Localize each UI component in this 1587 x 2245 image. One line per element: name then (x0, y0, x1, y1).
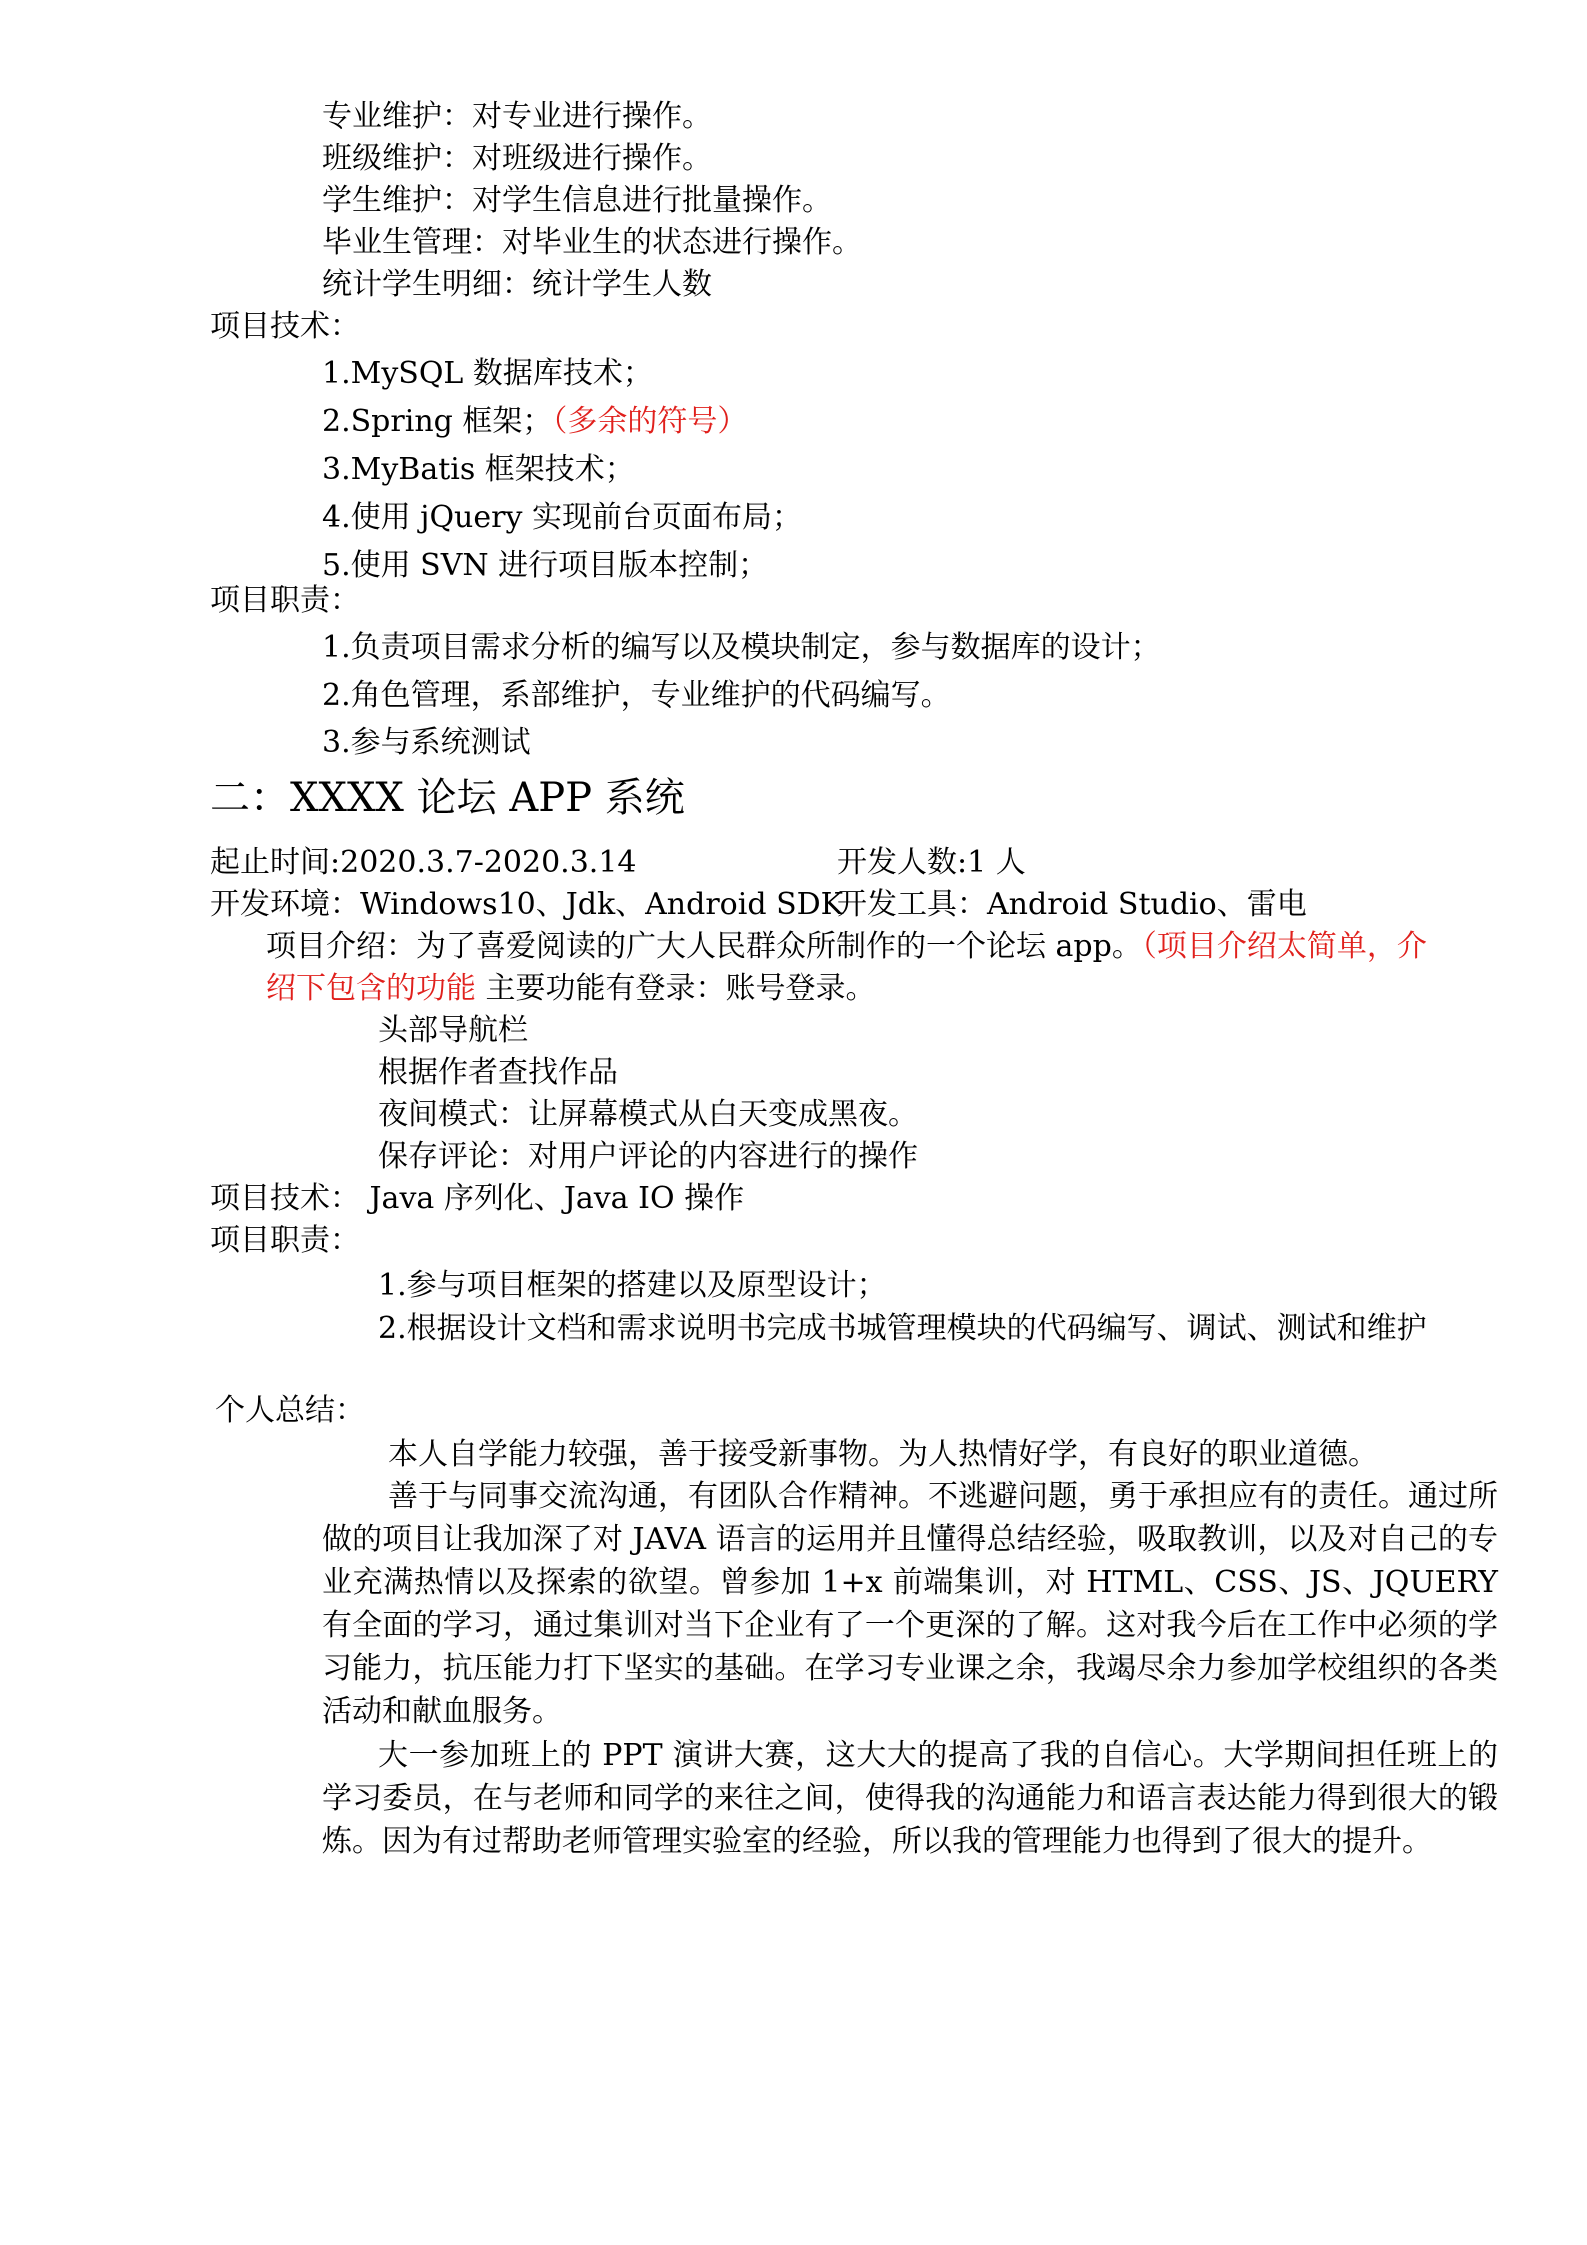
project-env: 开发环境：Windows10、Jdk、Android SDK (210, 887, 844, 922)
project-time: 起止时间:2020.3.7-2020.3.14 (210, 845, 637, 880)
feature-item: 保存评论：对用户评论的内容进行的操作 (378, 1139, 918, 1174)
project-tool: 开发工具：Android Studio、雷电 (837, 887, 1307, 922)
tech-item (322, 401, 747, 443)
module-line: 学生维护：对学生信息进行批量操作。 (322, 183, 832, 218)
feature-item: 根据作者查找作品 (378, 1055, 618, 1090)
duty-heading: 项目职责： (210, 1223, 360, 1258)
module-line: 专业维护：对专业进行操作。 (322, 99, 712, 134)
tech-heading: 项目技术： (210, 309, 360, 344)
project-title: 二：XXXX 论坛 APP 系统 (210, 775, 685, 821)
annotation-note: （项目介绍太简单，介 (1141, 929, 1427, 964)
duty-item: 2.根据设计文档和需求说明书完成书城管理模块的代码编写、调试、测试和维护 (378, 1311, 1427, 1346)
summary-line: 本人自学能力较强，善于接受新事物。为人热情好学，有良好的职业道德。 (388, 1437, 1378, 1472)
intro-text: 主要功能有登录：账号登录。 (476, 971, 876, 1006)
project-people: 开发人数:1 人 (837, 845, 1026, 880)
project-intro (266, 926, 1427, 968)
tech-item: 4.使用 jQuery 实现前台页面布局； (322, 500, 802, 535)
summary-paragraph: 善于与同事交流沟通，有团队合作精神。不逃避问题，勇于承担应有的责任。通过所做的项目让我加深了对 JAVA 语言的运用并且懂得总结经验，吸取教训，以及对自己的专业充满热情以及探索的欲望。曾参加 1+x 前端集训，对 HTML、CSS、JS、JQUERY 有全面的学习，通过集训对当下企业有了一个更深的了解。这对我今后在工作中必须的学习能力，抗压能力打下坚实的基础。在学习专业课之余，我竭尽余力参加学校组织的各类活动和献血服务。 (322, 1479, 1498, 1729)
duty-heading: 项目职责： (210, 583, 360, 618)
tech-heading: 项目技术： Java 序列化、Java IO 操作 (210, 1181, 745, 1216)
module-line: 班级维护：对班级进行操作。 (322, 141, 712, 176)
feature-item: 夜间模式：让屏幕模式从白天变成黑夜。 (378, 1097, 918, 1132)
summary-paragraph: 大一参加班上的 PPT 演讲大赛，这大大的提高了我的自信心。大学期间担任班上的学习委员，在与老师和同学的来往之间，使得我的沟通能力和语言表达能力得到很大的锻炼。因为有过帮助老师管理实验室的经验，所以我的管理能力也得到了很大的提升。 (322, 1738, 1498, 1859)
duty-item: 1.参与项目框架的搭建以及原型设计； (378, 1268, 887, 1303)
project-intro-cont (266, 968, 876, 1010)
module-line: 统计学生明细：统计学生人数 (322, 267, 712, 302)
tech-item-text: 2.Spring 框架； (322, 404, 553, 439)
intro-text: 项目介绍：为了喜爱阅读的广大人民群众所制作的一个论坛 app。 (266, 929, 1142, 964)
duty-item: 1.负责项目需求分析的编写以及模块制定，参与数据库的设计； (322, 630, 1161, 665)
feature-item: 头部导航栏 (378, 1013, 528, 1048)
tech-item: 5.使用 SVN 进行项目版本控制； (322, 548, 769, 583)
tech-item: 3.MyBatis 框架技术； (322, 452, 635, 487)
duty-item: 3.参与系统测试 (322, 725, 531, 760)
module-line: 毕业生管理：对毕业生的状态进行操作。 (322, 225, 862, 260)
duty-item: 2.角色管理，系部维护，专业维护的代码编写。 (322, 678, 951, 713)
summary-heading: 个人总结： (215, 1393, 365, 1428)
tech-item: 1.MySQL 数据库技术； (322, 356, 653, 391)
annotation-note: （多余的符号） (552, 404, 748, 439)
annotation-note: 绍下包含的功能 (266, 971, 476, 1006)
